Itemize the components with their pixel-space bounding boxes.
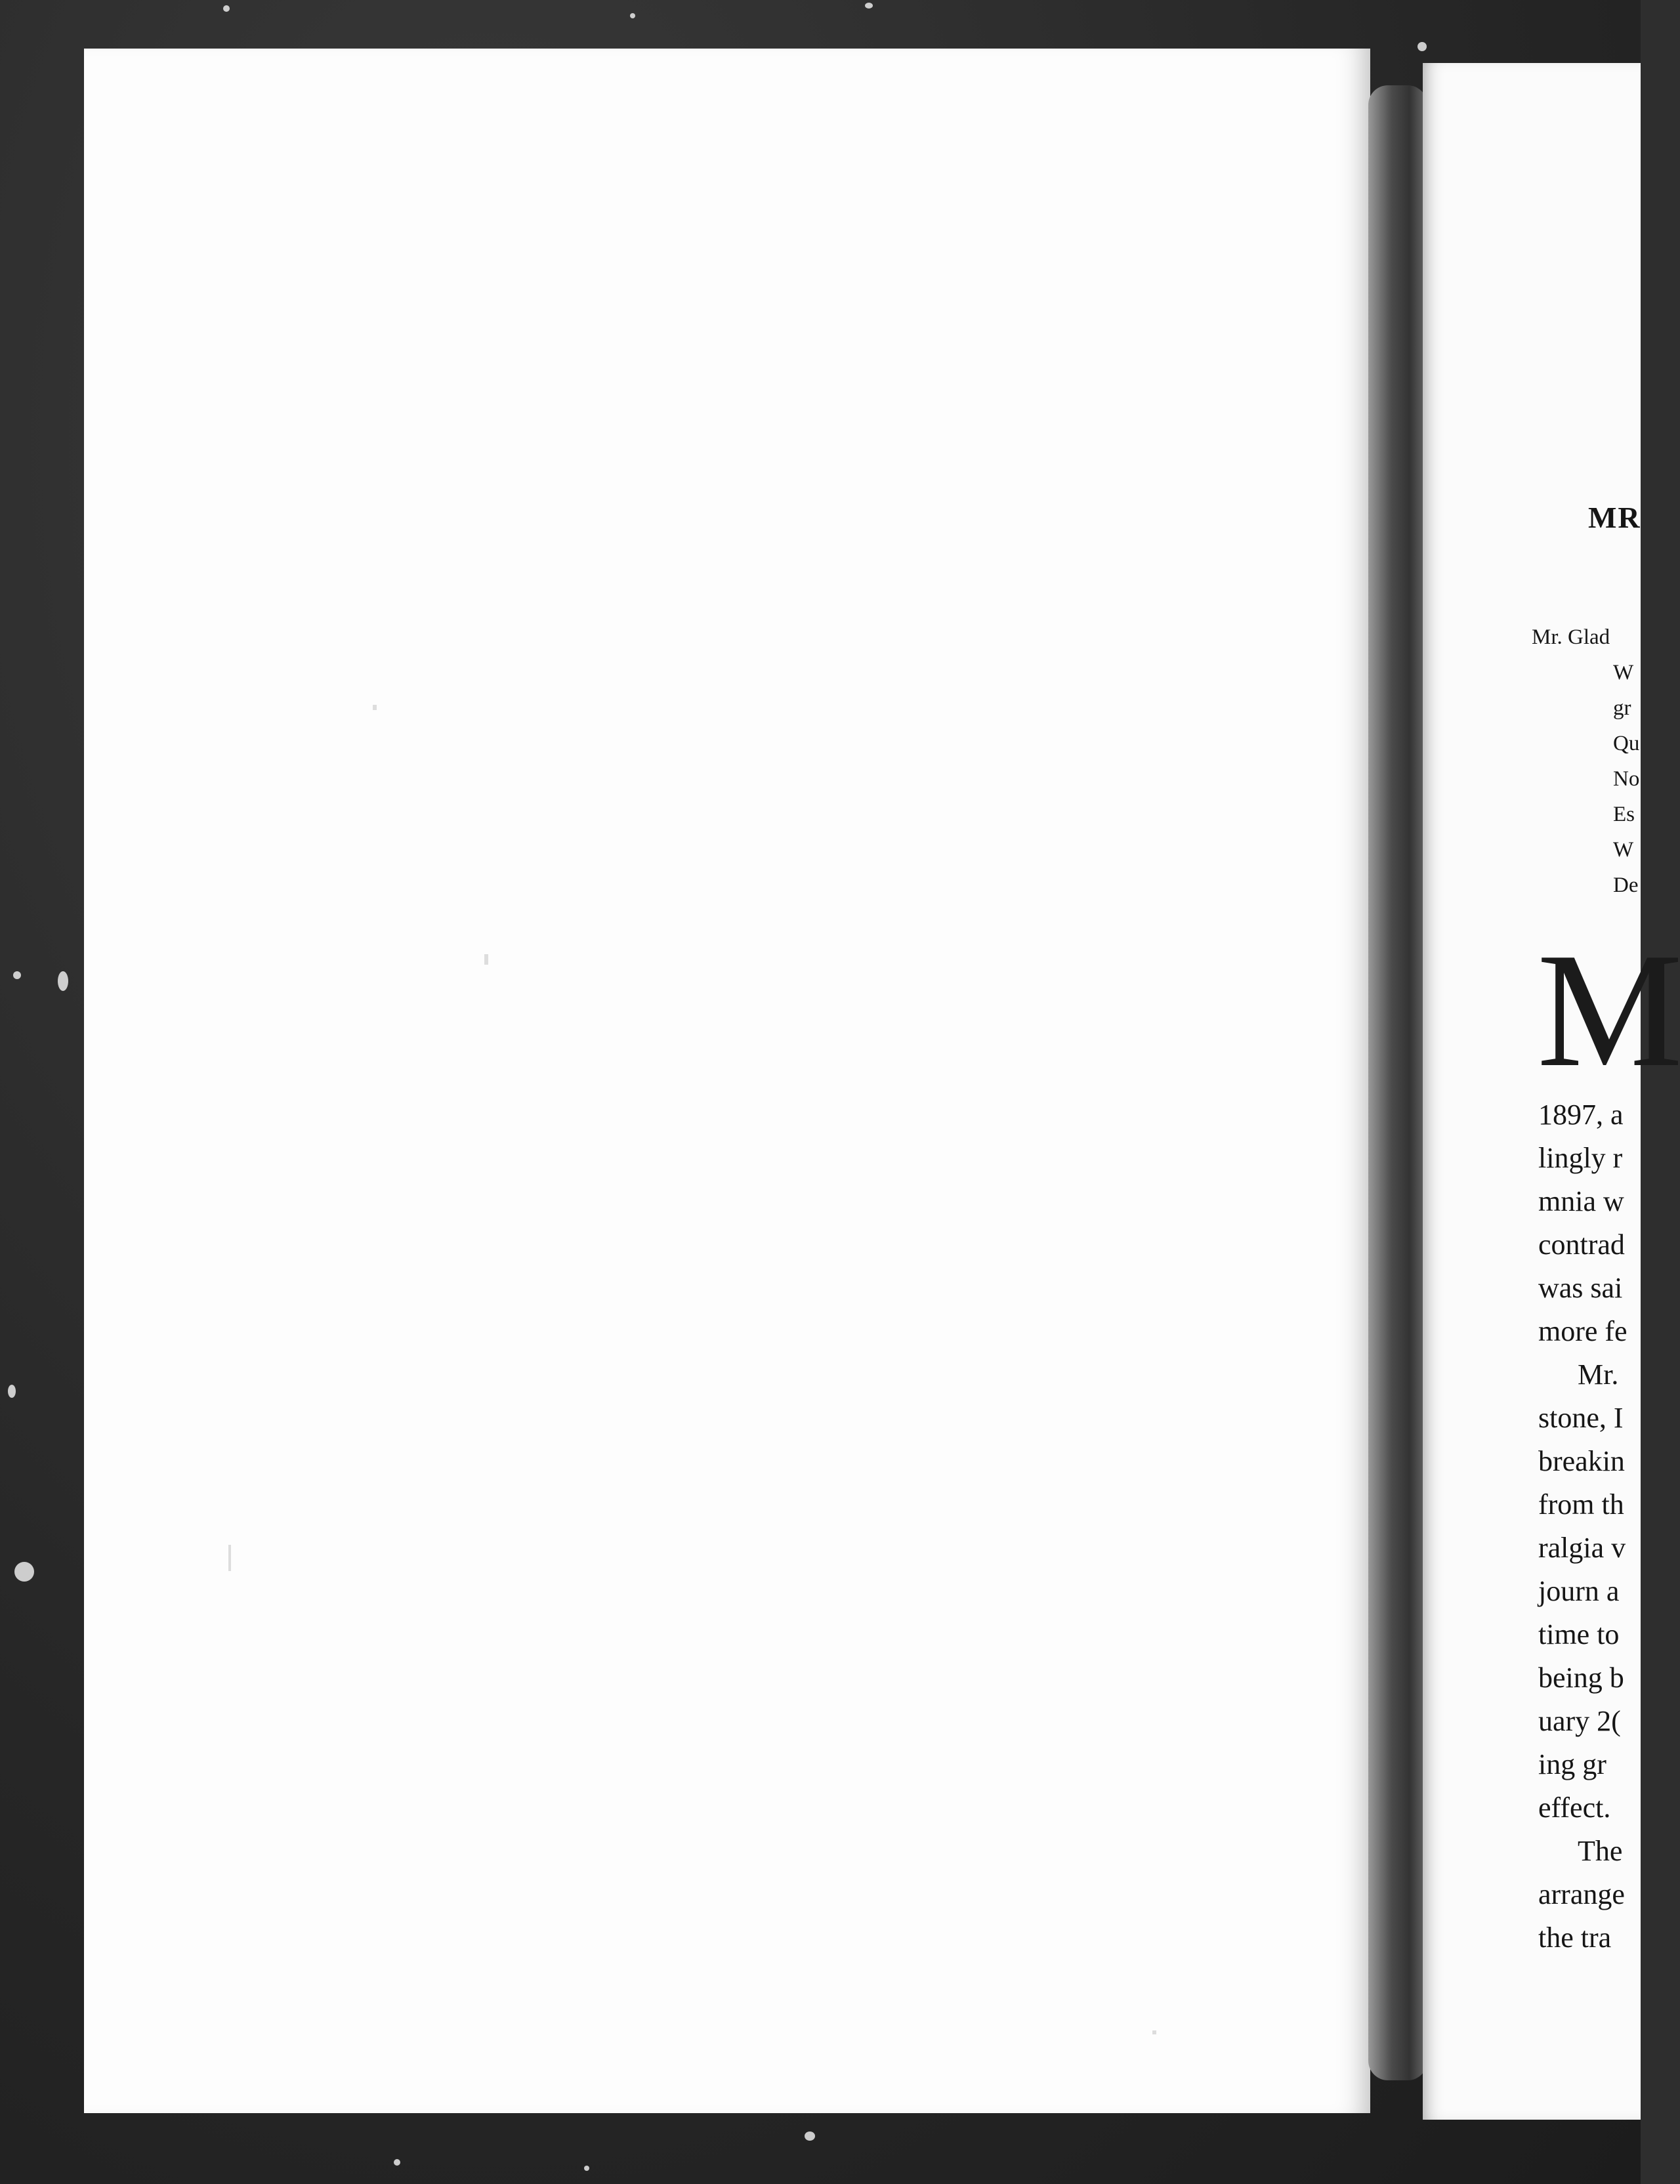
body-text-line: ralgia v	[1538, 1532, 1626, 1564]
dust-speck	[14, 1562, 34, 1582]
page-blemish	[1152, 2030, 1156, 2034]
body-text-line: arrange	[1538, 1878, 1625, 1910]
body-text-line: the tra	[1538, 1922, 1612, 1954]
dust-speck	[630, 13, 635, 18]
summary-line: W	[1613, 838, 1634, 862]
body-text-line: time to	[1538, 1618, 1620, 1650]
blank-left-page	[84, 49, 1370, 2113]
body-text-line: ing gr	[1538, 1748, 1606, 1780]
body-text-line: from th	[1538, 1488, 1624, 1521]
dust-speck	[1418, 42, 1427, 51]
body-text-line: breakin	[1538, 1445, 1625, 1477]
body-text-line: mnia w	[1538, 1185, 1624, 1217]
body-text-line: lingly r	[1538, 1142, 1623, 1174]
dust-speck	[865, 3, 873, 9]
dust-speck	[394, 2159, 400, 2166]
body-text-line: more fe	[1538, 1315, 1628, 1347]
summary-line: De	[1613, 873, 1639, 897]
dust-speck	[584, 2166, 589, 2171]
dust-speck	[58, 971, 68, 991]
drop-cap-letter: M	[1537, 919, 1680, 1101]
cropped-right-page	[1423, 63, 1680, 2120]
dust-speck	[13, 971, 21, 979]
page-blemish	[373, 705, 377, 710]
summary-line: Es	[1613, 803, 1635, 826]
dust-speck	[805, 2132, 815, 2141]
summary-line: Mr. Glad	[1532, 625, 1610, 649]
body-text-line: being b	[1538, 1662, 1624, 1694]
summary-line: Qu	[1613, 732, 1640, 755]
body-text-line: contrad	[1538, 1228, 1625, 1261]
body-text-line: was sai	[1538, 1272, 1623, 1304]
book-gutter-shadow	[1368, 85, 1427, 2080]
body-text-line: The	[1578, 1835, 1623, 1867]
dust-speck	[8, 1385, 16, 1398]
dust-speck	[223, 5, 230, 12]
page-blemish	[484, 954, 488, 965]
page-blemish	[228, 1545, 231, 1571]
summary-line: W	[1613, 661, 1634, 684]
summary-line: gr	[1613, 696, 1631, 720]
body-text-line: stone, I	[1538, 1402, 1624, 1434]
body-text-line: journ a	[1538, 1575, 1620, 1607]
summary-line: No	[1613, 767, 1640, 791]
body-text-line: Mr.	[1578, 1358, 1619, 1391]
body-text-line: uary 2(	[1538, 1705, 1621, 1737]
chapter-heading: MR	[1588, 501, 1641, 534]
body-text-line: 1897, a	[1538, 1099, 1624, 1131]
body-text-line: effect.	[1538, 1792, 1611, 1824]
